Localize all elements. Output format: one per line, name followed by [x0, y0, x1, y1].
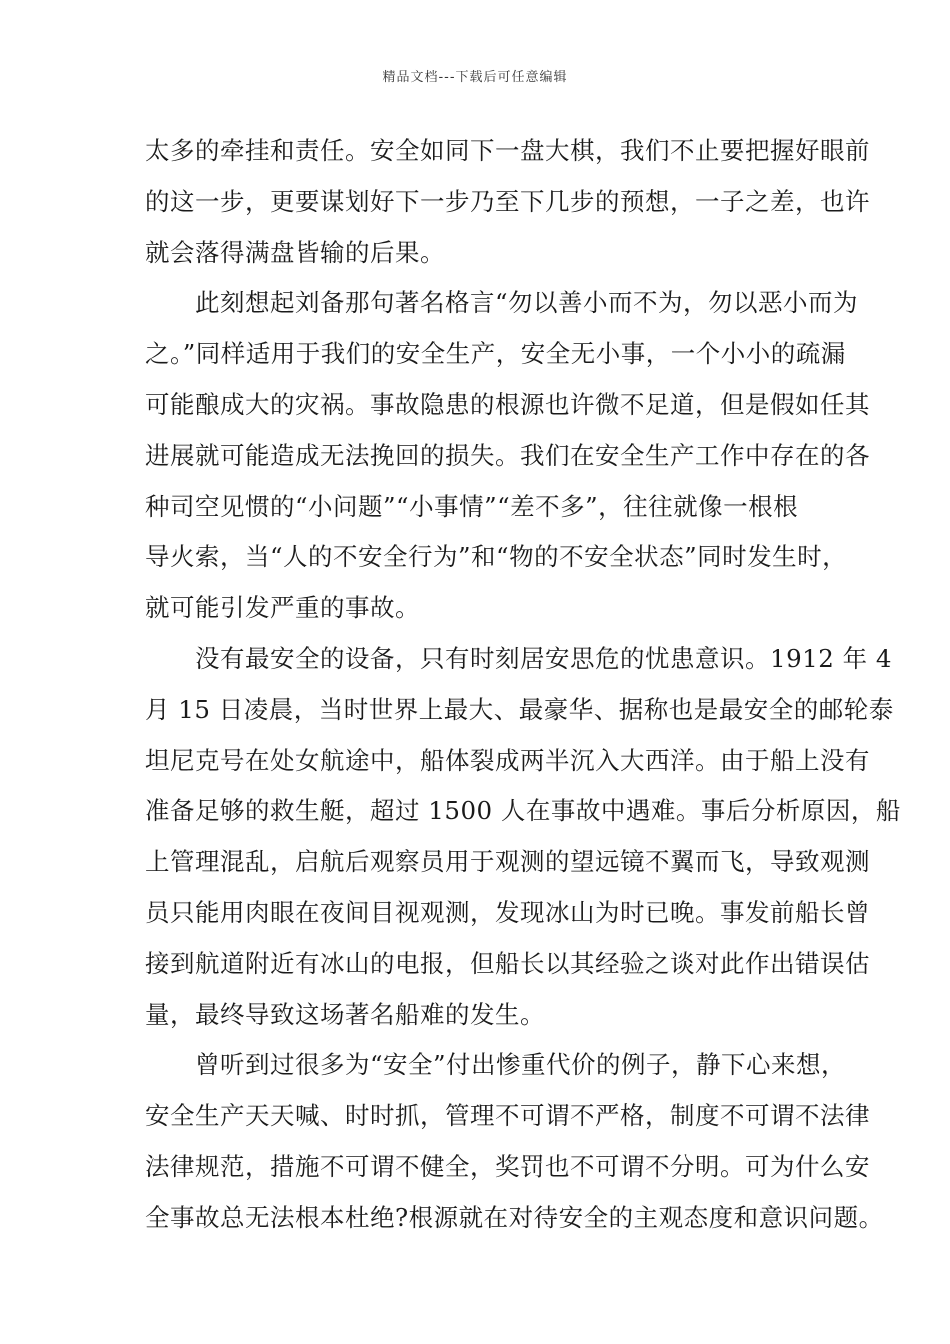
text-line: 接到航道附近有冰山的电报，但船长以其经验之谈对此作出错误估 [145, 948, 870, 978]
text-line: 就会落得满盘皆输的后果。 [145, 237, 445, 267]
text-line: 就可能引发严重的事故。 [145, 593, 420, 623]
text-line: 没有最安全的设备，只有时刻居安思危的忧患意识。1912 年 4 [145, 643, 893, 673]
text-line: 此刻想起刘备那句著名格言“勿以善小而不为，勿以恶小而为 [145, 288, 859, 318]
text-line: 全事故总无法根本杜绝?根源就在对待安全的主观态度和意识问题。 [145, 1202, 884, 1232]
document-body [145, 126, 901, 1244]
text-line: 进展就可能造成无法挽回的损失。我们在安全生产工作中存在的各 [145, 440, 870, 470]
text-line: 量，最终导致这场著名船难的发生。 [145, 999, 545, 1029]
text-line: 导火索，当“人的不安全行为”和“物的不安全状态”同时发生时， [145, 542, 848, 572]
text-line: 可能酿成大的灾祸。事故隐患的根源也许微不足道，但是假如任其 [145, 389, 870, 419]
text-line: 上管理混乱，启航后观察员用于观测的望远镜不翼而飞，导致观测 [145, 847, 870, 877]
text-line: 太多的牵挂和责任。安全如同下一盘大棋，我们不止要把握好眼前 [145, 136, 870, 165]
text-line: 之。”同样适用于我们的安全生产，安全无小事，一个小小的疏漏 [145, 339, 846, 369]
text-line: 种司空见惯的“小问题”“小事情”“差不多”，往往就像一根根 [145, 491, 799, 521]
text-line: 曾听到过很多为“安全”付出惨重代价的例子，静下心来想， [145, 1050, 847, 1080]
text-line: 坦尼克号在处女航途中，船体裂成两半沉入大西洋。由于船上没有 [145, 745, 870, 775]
text-line: 法律规范，措施不可谓不健全，奖罚也不可谓不分明。可为什么安 [145, 1151, 870, 1181]
text-line: 安全生产天天喊、时时抓，管理不可谓不严格，制度不可谓不法律 [145, 1101, 870, 1131]
text-line: 月 15 日凌晨，当时世界上最大、最豪华、据称也是最安全的邮轮泰 [145, 694, 894, 724]
text-line: 的这一步，更要谋划好下一步乃至下几步的预想，一子之差，也许 [145, 186, 870, 216]
text-line: 准备足够的救生艇，超过 1500 人在事故中遇难。事后分析原因，船 [145, 796, 901, 826]
page-header: 精品文档---下载后可任意编辑 [382, 70, 568, 85]
text-line: 员只能用肉眼在夜间目视观测，发现冰山为时已晚。事发前船长曾 [145, 897, 870, 927]
